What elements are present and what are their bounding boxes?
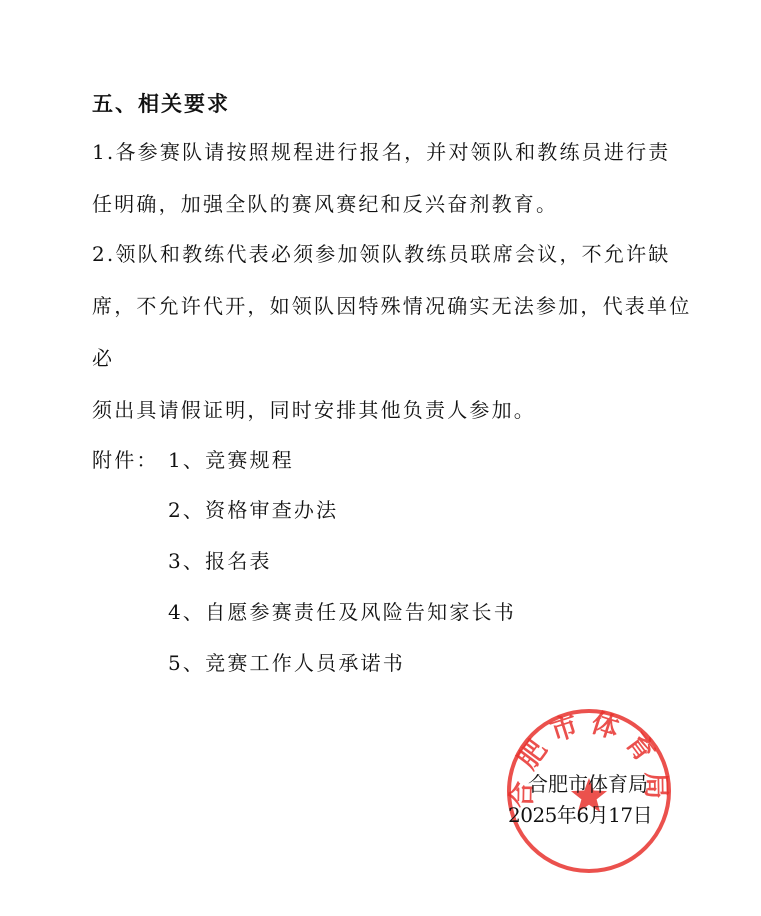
signature-date: 2025年6月17日 (508, 803, 653, 827)
section-heading: 五、相关要求 (92, 92, 230, 116)
requirement-1-line-2: 任明确，加强全队的赛风赛纪和反兴奋剂教育。 (92, 192, 559, 216)
signature-organization: 合肥市体育局 (528, 772, 648, 796)
requirement-2-line-3: 须出具请假证明，同时安排其他负责人参加。 (92, 398, 536, 422)
requirement-1 (92, 126, 712, 230)
attachments-label: 附件： (92, 448, 159, 472)
requirement-1-line-1: 1.各参赛队请按照规程进行报名，并对领队和教练员进行责 (92, 140, 671, 164)
requirement-2-line-1: 2.领队和教练代表必须参加领队教练员联席会议，不允许缺 (92, 242, 671, 266)
attachment-item: 4、自愿参赛责任及风险告知家长书 (168, 600, 516, 624)
seal-text: 合肥市体育局 (506, 707, 672, 809)
attachment-item: 3、报名表 (168, 549, 272, 573)
attachment-item: 2、资格审查办法 (168, 498, 339, 522)
requirement-2-line-2: 席，不允许代开，如领队因特殊情况确实无法参加，代表单位必 (92, 294, 692, 370)
attachment-item: 5、竞赛工作人员承诺书 (168, 651, 405, 675)
requirement-2 (92, 228, 712, 436)
attachment-item: 1、竞赛规程 (168, 448, 294, 472)
